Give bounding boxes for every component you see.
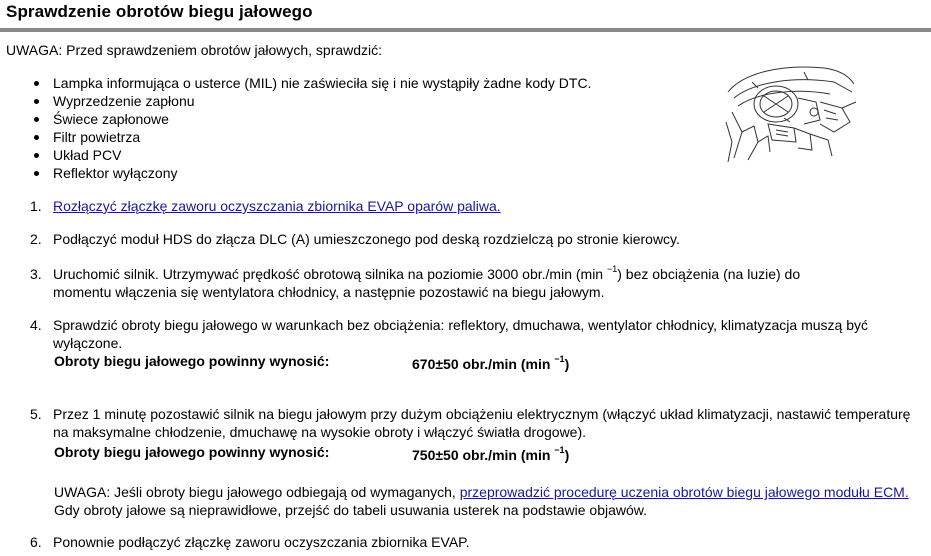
list-item: Układ PCV [24, 146, 591, 164]
dashboard-illustration [724, 62, 858, 164]
idle-spec-label-no-load: Obroty biegu jałowego powinny wynosić: [54, 353, 330, 369]
idle-learn-procedure-link[interactable]: przeprowadzić procedurę uczenia obrotów biegu jałowego modułu ECM. [459, 484, 909, 500]
step-5-note: UWAGA: Jeśli obroty biegu jałowego odbiegają od wymaganych, przeprowadzić procedurę uczenia obrotów biegu jałowego modułu ECM. Gdy obroty jałowe są nieprawidłowe, przejść do tabeli usuwania usterek na podstawie objawów. [54, 484, 909, 518]
precheck-list [24, 74, 591, 182]
list-item: Świece zapłonowe [24, 110, 591, 128]
note-before-check: UWAGA: Przed sprawdzeniem obrotów jałowych, sprawdzić: [6, 42, 383, 58]
bullet-icon [34, 99, 39, 104]
bullet-icon [34, 171, 39, 176]
idle-spec-value-load: 750±50 obr./min (min $^{-1}$) [412, 445, 570, 463]
idle-spec-label-load: Obroty biegu jałowego powinny wynosić: [54, 444, 330, 460]
list-item: Lampka informująca o usterce (MIL) nie zaświeciła się i nie wystąpiły żadne kody DTC. [24, 74, 591, 92]
idle-spec-value-no-load: 670±50 obr./min (min $^{-1}$) [412, 354, 570, 372]
list-item: Filtr powietrza [24, 128, 591, 146]
bullet-icon [34, 81, 39, 86]
page-title: Sprawdzenie obrotów biegu jałowego [6, 2, 313, 21]
list-item: Reflektor wyłączony [24, 164, 591, 182]
bullet-icon [34, 153, 39, 158]
list-item: Wyprzedzenie zapłonu [24, 92, 591, 110]
title-divider [0, 28, 931, 32]
bullet-icon [34, 117, 39, 122]
disconnect-evap-connector-link[interactable]: Rozłączyć złączkę zaworu oczyszczania zbiornika EVAP oparów paliwa. [53, 198, 501, 214]
bullet-icon [34, 135, 39, 140]
